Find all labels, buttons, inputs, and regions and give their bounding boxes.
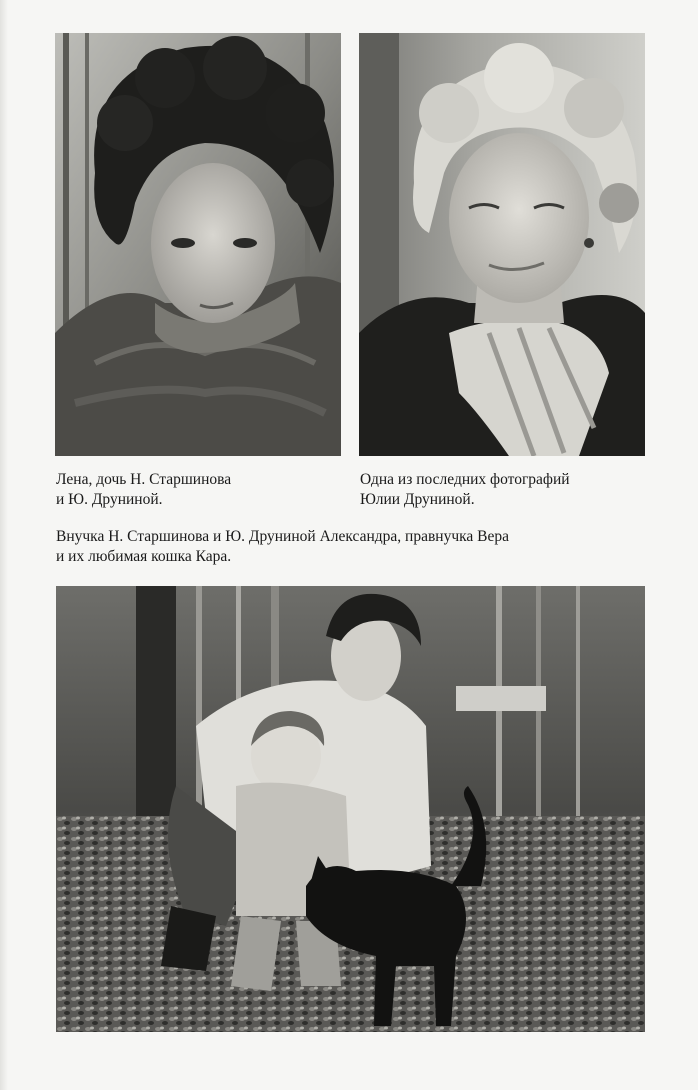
caption-lena-line1: Лена, дочь Н. Старшинова bbox=[56, 471, 232, 488]
portrait-photo-drunina bbox=[359, 33, 645, 456]
caption-drunina-line2: Юлии Друниной. bbox=[360, 491, 475, 508]
portrait-photo-lena bbox=[55, 33, 341, 456]
caption-drunina bbox=[360, 470, 570, 510]
caption-family-line1: Внучка Н. Старшинова и Ю. Друниной Александра, правнучка Вера bbox=[56, 528, 510, 545]
caption-lena-line2: и Ю. Друниной. bbox=[56, 491, 163, 508]
caption-family-line2: и их любимая кошка Кара. bbox=[56, 548, 232, 565]
family-photo-forest bbox=[56, 586, 645, 1032]
caption-family bbox=[56, 527, 509, 567]
page-edge bbox=[0, 0, 8, 1090]
caption-drunina-line1: Одна из последних фотографий bbox=[360, 471, 570, 488]
caption-lena bbox=[56, 470, 231, 510]
